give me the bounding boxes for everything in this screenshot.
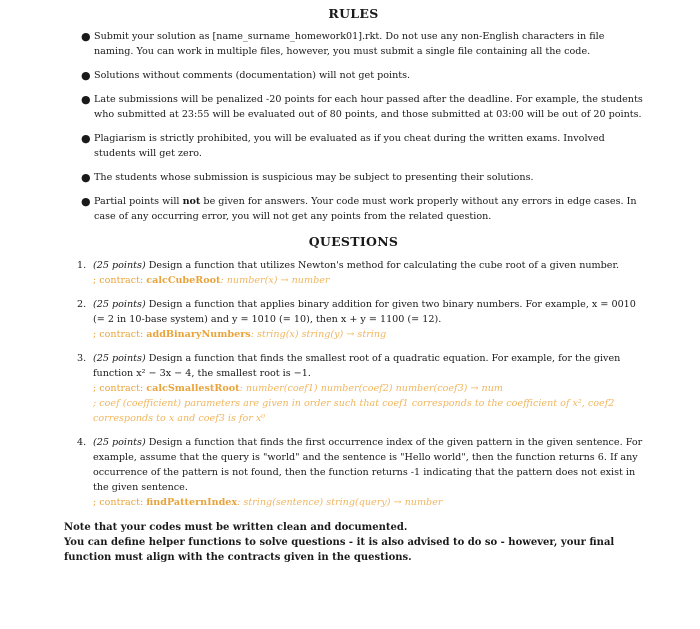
question-item [63, 258, 644, 288]
rule-text-post: be given for answers. Your code must work properly without any errors in edge cases. In case of any occurring error, you will not get any points from the related question. [94, 196, 637, 222]
rule-item [63, 170, 644, 185]
questions-heading: QUESTIONS [308, 234, 399, 249]
rule-text: Plagiarism is strictly prohibited, you will be evaluated as if you cheat during the written exams. Involved students will get zero. [94, 133, 605, 159]
contract-function-name: calcCubeRoot [146, 275, 221, 286]
note-line-1: Note that your codes must be written clean and documented. [64, 522, 408, 533]
contract-function-name: findPatternIndex [146, 497, 238, 508]
contract-signature: : number(coef1) number(coef2) number(coef3) → num [239, 383, 504, 394]
rule-text: Solutions without comments (documentation) will not get points. [94, 70, 411, 81]
questions-list [63, 258, 644, 510]
rule-item [63, 29, 644, 59]
rule-item [63, 92, 644, 122]
question-text: Design a function that utilizes Newton's method for calculating the cube root of a given number. [145, 260, 620, 271]
bullet-icon: ● [81, 69, 91, 82]
rule-text: Late submissions will be penalized -20 points for each hour passed after the deadline. For example, the students who submitted at 23:55 will be evaluated out of 80 points, and those submitted at 03:00 will be out of 20 points. [94, 94, 643, 120]
question-number: 2. [77, 299, 87, 310]
rule-item [63, 131, 644, 161]
question-number: 3. [77, 353, 87, 364]
question-item [63, 351, 644, 426]
contract-prefix: ; contract: [93, 329, 147, 340]
question-text: Design a function that finds the smallest root of a quadratic equation. For example, for the given function x² − 3x − 4, the smallest root is −1. [93, 353, 621, 379]
rules-list [63, 29, 644, 224]
question-item [63, 435, 644, 510]
question-number: 1. [77, 260, 87, 271]
rule-text: Submit your solution as [name_surname_homework01].rkt. Do not use any non-English characters in file naming. You can work in multiple files, however, you must submit a single file containing all the code. [94, 31, 605, 57]
rule-text-bold: not [182, 196, 201, 207]
question-text: Design a function that finds the first occurrence index of the given pattern in the given sentence. For example, assume that the query is "world" and the sentence is "Hello world", then the function returns 6. If any occurrence of the pattern is not found, then the function returns -1 indicating that the pattern does not exist in the given sentence. [93, 437, 643, 493]
note-line-2: You can define helper functions to solve questions - it is also advised to do so - however, your final function must align with the contracts given in the questions. [64, 537, 615, 563]
bullet-icon: ● [81, 171, 91, 184]
question-points: (25 points) [93, 437, 146, 448]
contract-signature: : string(x) string(y) → string [250, 329, 387, 340]
closing-note [63, 520, 644, 565]
question-contract [93, 329, 386, 340]
question-number: 4. [77, 437, 87, 448]
question-text: Design a function that applies binary addition for given two binary numbers. For example, x = 0010 (= 2 in 10-base system) and y = 1010 (= 10), then x + y = 1100 (= 12). [93, 299, 636, 325]
question-contract [93, 275, 330, 286]
contract-prefix: ; contract: [93, 497, 147, 508]
question-points: (25 points) [93, 260, 146, 271]
rule-text-pre: Partial points will [94, 196, 183, 207]
bullet-icon: ● [81, 30, 91, 43]
contract-prefix: ; contract: [93, 383, 147, 394]
contract-function-name: calcSmallestRoot [146, 383, 240, 394]
contract-function-name: addBinaryNumbers [146, 329, 251, 340]
rule-text: The students whose submission is suspicious may be subject to presenting their solutions. [94, 172, 534, 183]
question-points: (25 points) [93, 299, 146, 310]
question-item [63, 297, 644, 342]
rule-item [63, 68, 644, 83]
rule-item [63, 194, 644, 224]
rules-heading: RULES [328, 6, 379, 21]
contract-prefix: ; contract: [93, 275, 147, 286]
question-contract [93, 383, 503, 394]
bullet-icon: ● [81, 93, 91, 106]
bullet-icon: ● [81, 132, 91, 145]
question-points: (25 points) [93, 353, 146, 364]
contract-comment: ; coef (coefficient) parameters are given in order such that coef1 corresponds to the coefficient of x², coef2 corresponds to x and coef3 is for x⁰ [93, 398, 615, 424]
bullet-icon: ● [81, 195, 91, 208]
contract-signature: : string(sentence) string(query) → number [237, 497, 443, 508]
contract-signature: : number(x) → number [220, 275, 330, 286]
question-contract [93, 497, 442, 508]
